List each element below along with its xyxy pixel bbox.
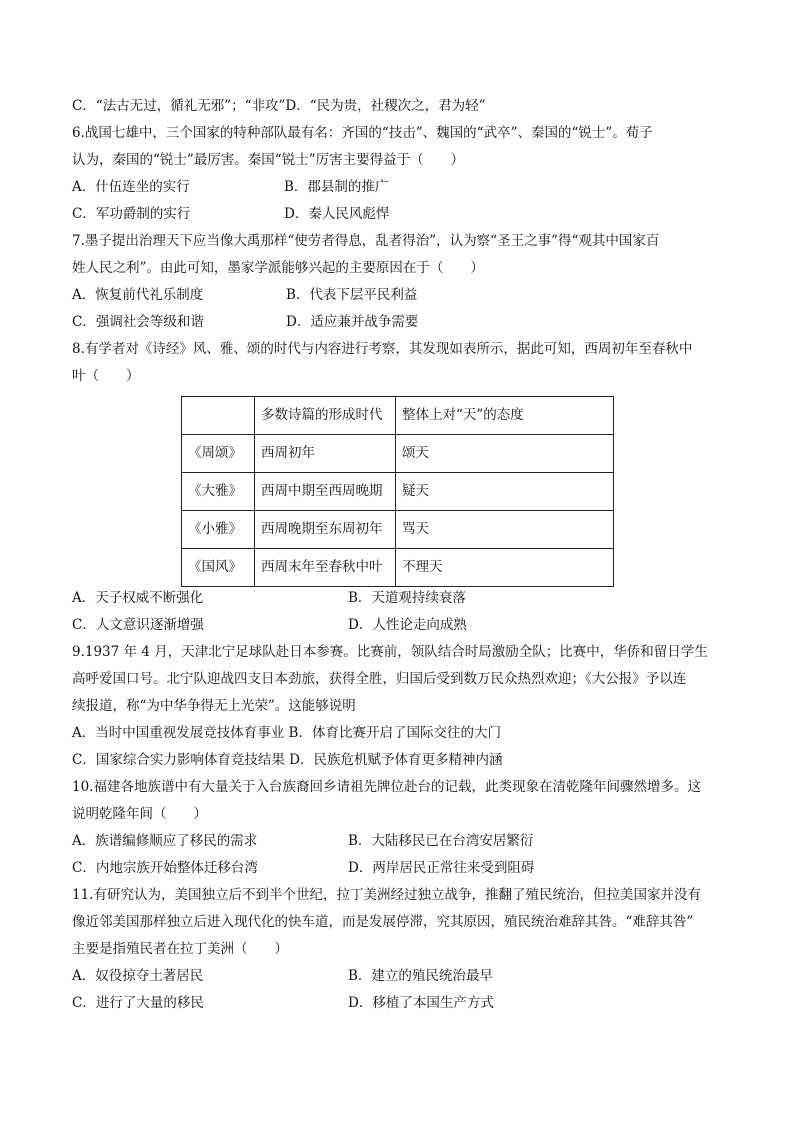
q10-option-b: B．大陆移民已在台湾安居繁衍	[348, 833, 534, 849]
table-cell: 《大雅》	[182, 473, 255, 511]
q10-option-a: A．族谱编修顺应了移民的需求	[72, 833, 258, 849]
q8-option-c: C．人文意识逐渐增强	[72, 617, 204, 633]
q6-option-d: D．秦人民风彪悍	[284, 206, 390, 222]
table-row	[182, 473, 614, 511]
q5-option-c-d: C．“法古无过，循礼无邪”；“非攻”D．“民为贵，社稷次之，君为轻”	[72, 98, 486, 114]
q9-options-c-d: C．国家综合实力影响体育竞技结果 D．民族危机赋予体育更多精神内涵	[72, 752, 503, 768]
table-cell: 疑天	[396, 473, 614, 511]
q8-option-d: D．人性论走向成熟	[348, 617, 467, 633]
q8-option-a: A．天子权威不断强化	[72, 590, 204, 606]
q8-stem-line1: 8.有学者对《诗经》风、雅、颂的时代与内容进行考察，其发现如表所示，据此可知，西周初年至春秋中	[72, 341, 693, 357]
table-cell: 西周晚期至东周初年	[255, 511, 396, 549]
q7-option-a: A．恢复前代礼乐制度	[72, 287, 204, 303]
q9-stem-line3: 续报道，称“为中华争得无上光荣”。这能够说明	[72, 698, 356, 714]
q8-option-b: B．天道观持续衰落	[348, 590, 466, 606]
table-cell: 西周末年至春秋中叶	[255, 549, 396, 587]
q6-option-a: A．什伍连坐的实行	[72, 179, 190, 195]
q7-stem-line2: 姓人民之利”。由此可知，墨家学派能够兴起的主要原因在于（ ）	[72, 260, 484, 276]
table-header-cell	[182, 397, 255, 435]
q6-option-c: C．军功爵制的实行	[72, 206, 191, 222]
q7-option-c: C．强调社会等级和谐	[72, 314, 204, 330]
q9-stem-line1: 9.1937 年 4 月，天津北宁足球队赴日本参赛。比赛前，领队结合时局激励全队；比赛中，华侨和留日学生	[72, 644, 708, 660]
q6-stem-line2: 认为，秦国的“锐士”最厉害。秦国“锐士”厉害主要得益于（ ）	[72, 152, 465, 168]
q10-stem-line2: 说明乾隆年间（ ）	[72, 806, 207, 822]
q7-stem-line1: 7.墨子提出治理天下应当像大禹那样“使劳者得息，乱者得治”，认为察“圣王之事”得“观其中国家百	[72, 233, 660, 249]
table-cell: 《国风》	[182, 549, 255, 587]
q7-option-b: B．代表下层平民利益	[286, 287, 418, 303]
q11-option-b: B．建立的殖民统治最早	[348, 968, 493, 984]
q11-option-d: D．移植了本国生产方式	[348, 995, 494, 1011]
table-cell: 西周中期至西周晚期	[255, 473, 396, 511]
table-cell: 《周颂》	[182, 435, 255, 473]
table-row	[182, 435, 614, 473]
table-row	[182, 549, 614, 587]
q9-options-a-b: A．当时中国重视发展竞技体育事业 B．体育比赛开启了国际交往的大门	[72, 725, 501, 741]
table-header-cell: 多数诗篇的形成时代	[255, 397, 396, 435]
q10-stem-line1: 10.福建各地族谱中有大量关于入台族裔回乡请祖先牌位赴台的记载，此类现象在清乾隆年间骤然增多。这	[72, 779, 701, 795]
q11-option-a: A．奴役掠夺土著居民	[72, 968, 204, 984]
q6-stem-line1: 6.战国七雄中，三个国家的特种部队最有名：齐国的“技击”、魏国的“武卒”、秦国的“锐士”。荀子	[72, 125, 653, 141]
table-cell: 《小雅》	[182, 511, 255, 549]
table-cell: 颂天	[396, 435, 614, 473]
q10-option-d: D．两岸居民正常往来受到阻碍	[348, 860, 535, 876]
table-cell: 西周初年	[255, 435, 396, 473]
q10-option-c: C．内地宗族开始整体迁移台湾	[72, 860, 258, 876]
table-cell: 不理天	[396, 549, 614, 587]
q6-option-b: B．郡县制的推广	[284, 179, 389, 195]
q11-stem-line3: 主要是指殖民者在拉丁美洲（ ）	[72, 941, 288, 957]
q11-option-c: C．进行了大量的移民	[72, 995, 204, 1011]
q7-option-d: D．适应兼并战争需要	[286, 314, 419, 330]
q9-stem-line2: 高呼爱国口号。北宁队迎战四支日本劲旅，获得全胜，归国后受到数万民众热烈欢迎；《大公报》予以连	[72, 671, 687, 687]
q8-stem-line2: 叶（ ）	[72, 368, 140, 384]
table-header-cell: 整体上对“天”的态度	[396, 397, 614, 435]
q11-stem-line2: 像近邻美国那样独立后进入现代化的快车道，而是发展停滞，究其原因，殖民统治难辞其咎。“难辞其咎”	[72, 914, 694, 930]
table-row	[182, 511, 614, 549]
poetry-table	[181, 396, 614, 587]
table-cell: 骂天	[396, 511, 614, 549]
table-header-row	[182, 397, 614, 435]
q11-stem-line1: 11.有研究认为，美国独立后不到半个世纪，拉丁美洲经过独立战争，推翻了殖民统治，但拉美国家并没有	[72, 887, 701, 903]
